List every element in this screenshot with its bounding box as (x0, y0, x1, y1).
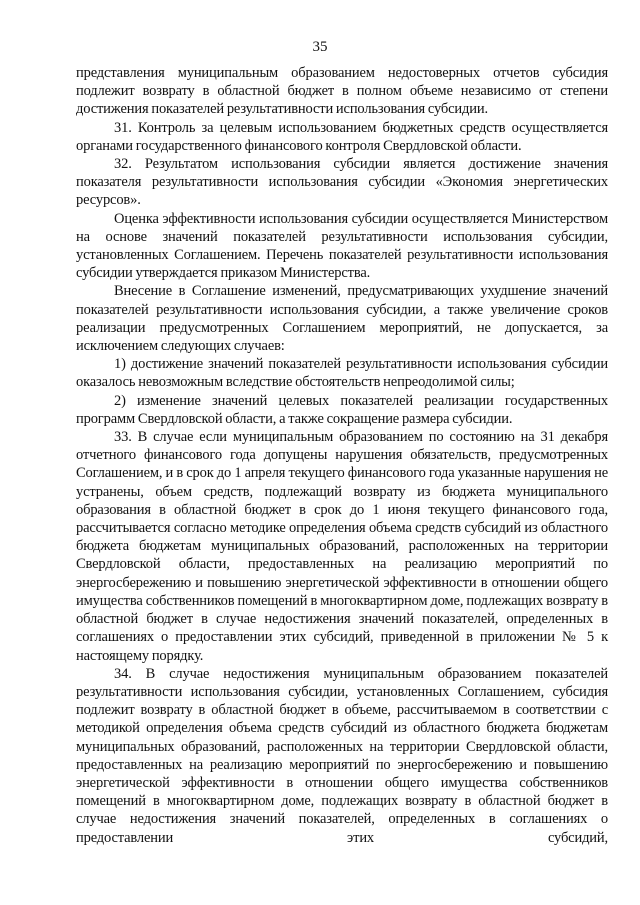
paragraph-continuation: представления муниципальным образованием недостоверных отчетов субсидия подлежит возврату в областной бюджет в полном объеме независимо от степени достижения показателей результативности использования субсидии. (76, 65, 608, 118)
paragraph-31: 31. Контроль за целевым использованием бюджетных средств осуществляется органами государственного финансового контроля Свердловской области. (76, 119, 608, 154)
paragraph-amendments: Внесение в Соглашение изменений, предусматривающих ухудшение значений показателей результативности использования субсидии, а также увеличение сроков реализации предусмотренных Соглашением мероприятий, не допускается, за исключением следующих случаев: (76, 283, 608, 355)
document-body (76, 64, 608, 847)
list-item-2: 2) изменение значений целевых показателей реализации государственных программ Свердловской области, а также сокращение размера субсидии. (76, 392, 608, 427)
list-item-1: 1) достижение значений показателей результативности использования субсидии оказалось невозможным вследствие обстоятельств непреодолимой силы; (76, 356, 608, 391)
paragraph-evaluation: Оценка эффективности использования субсидии осуществляется Министерством на основе значений показателей результативности использования субсидии, установленных Соглашением. Перечень показателей результативности использования субсидии утверждается приказом Министерства. (76, 210, 608, 282)
paragraph-32: 32. Результатом использования субсидии является достижение значения показателя результативности использования субсидии «Экономия энергетических ресурсов». (76, 156, 608, 209)
paragraph-33: 33. В случае если муниципальным образованием по состоянию на 31 декабря отчетного финансового года допущены нарушения обязательств, предусмотренных Соглашением, и в срок до 1 апреля текущего финансового года указанные нарушения не устранены, объем средств, подлежащий возврату из бюджета муниципального образования в областной бюджет в срок до 1 июня текущего финансового года, рассчитывается согласно методике определения объема средств субсидий из областного бюджета бюджетам муниципальных образований, расположенных на территории Свердловской области, предоставленных на реализацию мероприятий по энергосбережению и повышению энергетической эффективности в отношении общего имущества собственников помещений в многоквартирном доме, подлежащих возврату в областной бюджет в случае недостижения значений показателей, определенных в соглашениях о предоставлении этих субсидий, приведенной в приложении № 5 к настоящему порядку. (76, 429, 608, 664)
paragraph-34: 34. В случае недостижения муниципальным образованием показателей результативности использования субсидии, установленных Соглашением, субсидия подлежит возврату в областной бюджет в объеме, рассчитываемом в соответствии с методикой определения объема средств субсидий из областного бюджета бюджетам муниципальных образований, расположенных на территории Свердловской области, предоставленных на реализацию мероприятий по энергосбережению и повышению энергетической эффективности в отношении общего имущества собственников помещений в многоквартирном доме, подлежащих возврату в областной бюджет в случае недостижения значений показателей, определенных в соглашениях о предоставлении этих субсидий, (76, 665, 608, 846)
page-number: 35 (312, 39, 328, 55)
